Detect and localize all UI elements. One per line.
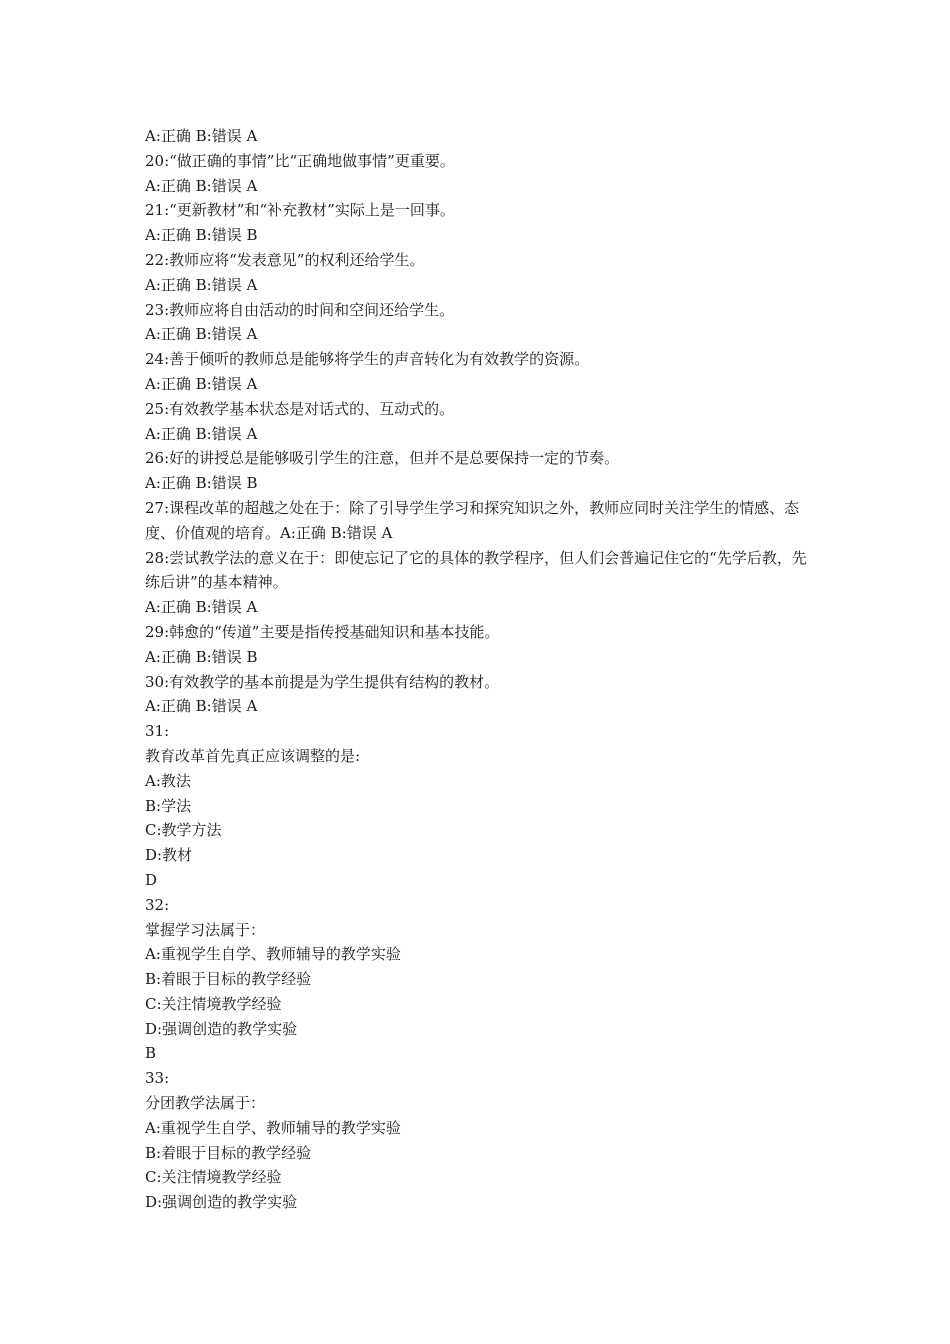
text-line: A:正确 B:错误 B <box>145 474 258 493</box>
text-line: A:正确 B:错误 A <box>145 127 258 145</box>
text-line: 23:教师应将自由活动的时间和空间还给学生。 <box>145 300 455 319</box>
text-line: 32: <box>145 895 170 914</box>
text-line: 20:“做正确的事情”比“正确地做事情”更重要。 <box>145 151 455 170</box>
text-line: A:正确 B:错误 A <box>145 176 258 195</box>
text-line: 22:教师应将“发表意见”的权利还给学生。 <box>145 250 425 269</box>
text-line: B:学法 <box>145 796 192 815</box>
text-line: 29:韩愈的“传道”主要是指传授基础知识和基本技能。 <box>145 622 500 641</box>
text-line: 分团教学法属于： <box>145 1094 266 1113</box>
text-line: 30:有效教学的基本前提是为学生提供有结构的教材。 <box>145 672 500 691</box>
text-line: B:着眼于目标的教学经验 <box>145 970 312 989</box>
text-line: 教育改革首先真正应该调整的是: <box>145 746 361 765</box>
text-line: A:正确 B:错误 A <box>145 325 258 344</box>
text-line: B:着眼于目标的教学经验 <box>145 1143 312 1162</box>
text-line: A:正确 B:错误 B <box>145 226 258 245</box>
text-line: 24:善于倾听的教师总是能够将学生的声音转化为有效教学的资源。 <box>145 350 590 369</box>
text-line: A:正确 B:错误 A <box>145 697 258 716</box>
text-line: A:教法 <box>145 771 191 790</box>
text-line: D:教材 <box>145 846 193 865</box>
text-line: 25:有效教学基本状态是对话式的、互动式的。 <box>145 399 455 418</box>
text-line: A:正确 B:错误 A <box>145 598 258 617</box>
text-line: 26:好的讲授总是能够吸引学生的注意，但并不是总要保持一定的节奏。 <box>145 449 620 468</box>
text-line: C:关注情境教学经验 <box>145 994 282 1013</box>
document-page <box>145 124 815 1215</box>
text-line: A:正确 B:错误 A <box>145 374 258 393</box>
text-line: 21:“更新教材”和“补充教材”实际上是一回事。 <box>145 201 455 220</box>
text-line: C:教学方法 <box>145 821 222 840</box>
text-line: A:正确 B:错误 A <box>145 424 258 443</box>
text-line: D:强调创造的教学实验 <box>145 1193 298 1212</box>
text-line: 掌握学习法属于： <box>145 920 266 939</box>
text-line: C:关注情境教学经验 <box>145 1168 282 1187</box>
text-line: 33: <box>145 1069 170 1088</box>
text-line: A:重视学生自学、教师辅导的教学实验 <box>145 1118 401 1137</box>
text-line: D:强调创造的教学实验 <box>145 1019 298 1038</box>
text-line: B <box>145 1044 157 1063</box>
text-line: 28:尝试教学法的意义在于：即使忘记了它的具体的教学程序，但人们会普遍记住它的“先学后教，先练后讲”的基本精神。 <box>145 548 807 592</box>
text-line: A:正确 B:错误 B <box>145 647 258 666</box>
text-line: A:重视学生自学、教师辅导的教学实验 <box>145 945 401 964</box>
text-line: 31: <box>145 722 170 741</box>
text-line: 27:课程改革的超越之处在于：除了引导学生学习和探究知识之外，教师应同时关注学生的情感、态度、价值观的培育。A:正确 B:错误 A <box>145 498 800 542</box>
text-line: A:正确 B:错误 A <box>145 275 258 294</box>
text-line: D <box>145 870 158 889</box>
